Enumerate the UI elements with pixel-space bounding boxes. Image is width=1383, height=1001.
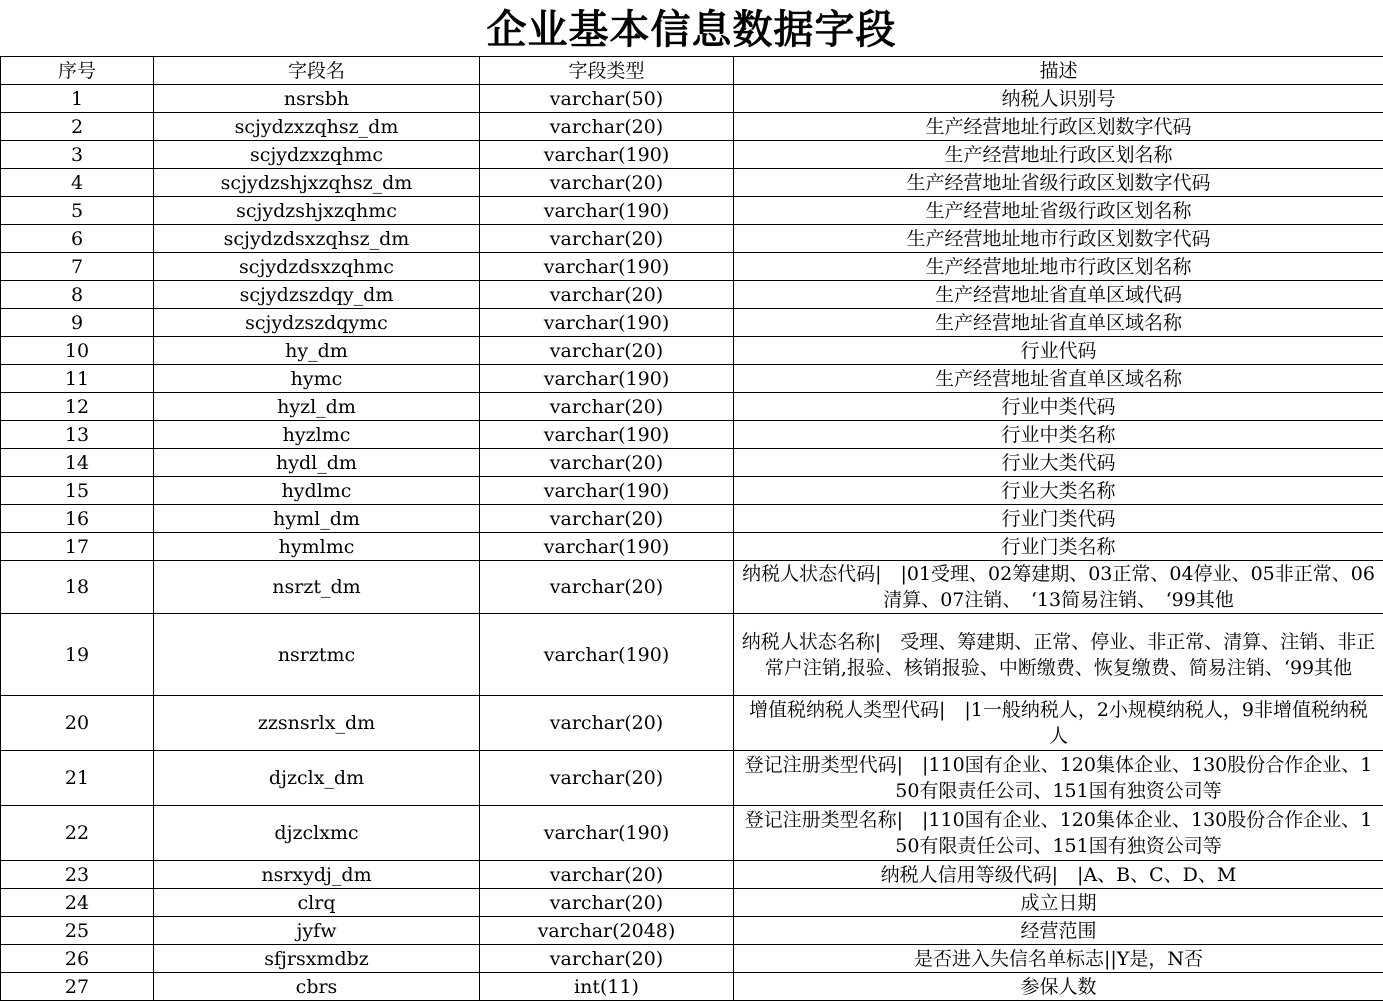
cell-field-name: zzsnsrlx_dm [154,696,480,751]
table-header-row [1,57,1383,85]
cell-field-type: varchar(20) [480,561,734,614]
table-row [1,365,1383,393]
cell-description: 是否进入失信名单标志||Y是，N否 [734,945,1383,973]
cell-field-name: sfjrsxmdbz [154,945,480,973]
cell-field-type: varchar(2048) [480,917,734,945]
cell-field-name: cbrs [154,973,480,1001]
cell-index: 7 [1,253,154,281]
cell-field-type: varchar(190) [480,309,734,337]
cell-field-type: varchar(50) [480,85,734,113]
cell-description: 行业大类名称 [734,477,1383,505]
cell-field-type: varchar(190) [480,806,734,861]
cell-description: 行业代码 [734,337,1383,365]
table-row [1,253,1383,281]
cell-index: 19 [1,614,154,696]
cell-index: 17 [1,533,154,561]
cell-field-name: djzclx_dm [154,751,480,806]
cell-field-name: nsrzt_dm [154,561,480,614]
cell-description: 生产经营地址省直单区域代码 [734,281,1383,309]
cell-field-name: hymlmc [154,533,480,561]
table-row [1,477,1383,505]
table-row [1,225,1383,253]
cell-field-type: varchar(190) [480,533,734,561]
cell-description: 生产经营地址省直单区域名称 [734,365,1383,393]
cell-field-name: hymc [154,365,480,393]
table-row [1,309,1383,337]
cell-index: 2 [1,113,154,141]
cell-field-type: varchar(20) [480,505,734,533]
cell-description: 参保人数 [734,973,1383,1001]
cell-description: 生产经营地址行政区划名称 [734,141,1383,169]
cell-field-type: varchar(20) [480,751,734,806]
table-row [1,393,1383,421]
cell-field-name: hydlmc [154,477,480,505]
table-row [1,861,1383,889]
cell-field-name: scjydzszdqy_dm [154,281,480,309]
cell-field-name: scjydzdsxzqhsz_dm [154,225,480,253]
table-row [1,449,1383,477]
cell-description: 生产经营地址行政区划数字代码 [734,113,1383,141]
cell-field-name: hyzl_dm [154,393,480,421]
table-row [1,806,1383,861]
cell-field-name: hy_dm [154,337,480,365]
cell-description: 增值税纳税人类型代码| |1一般纳税人，2小规模纳税人，9非增值税纳税人 [734,696,1383,751]
table-row [1,113,1383,141]
cell-description: 纳税人状态代码| |01受理、02筹建期、03正常、04停业、05非正常、06清算、07注销、 ‘13简易注销、 ‘99其他 [734,561,1383,614]
table-row [1,281,1383,309]
cell-description: 生产经营地址地市行政区划名称 [734,253,1383,281]
header-field-name: 字段名 [154,57,480,85]
cell-index: 12 [1,393,154,421]
cell-field-type: varchar(190) [480,253,734,281]
cell-index: 14 [1,449,154,477]
cell-index: 6 [1,225,154,253]
cell-field-name: scjydzshjxzqhsz_dm [154,169,480,197]
cell-description: 成立日期 [734,889,1383,917]
table-row [1,141,1383,169]
cell-field-type: varchar(20) [480,393,734,421]
table-row [1,421,1383,449]
cell-description: 行业门类代码 [734,505,1383,533]
cell-field-name: hyzlmc [154,421,480,449]
cell-field-type: varchar(20) [480,696,734,751]
table-row [1,614,1383,696]
cell-field-type: varchar(20) [480,225,734,253]
cell-index: 22 [1,806,154,861]
cell-index: 4 [1,169,154,197]
table-row [1,337,1383,365]
cell-field-name: nsrxydj_dm [154,861,480,889]
cell-index: 24 [1,889,154,917]
table-row [1,917,1383,945]
cell-description: 生产经营地址省级行政区划名称 [734,197,1383,225]
cell-index: 1 [1,85,154,113]
table-row [1,751,1383,806]
table-row [1,696,1383,751]
cell-field-name: djzclxmc [154,806,480,861]
cell-field-type: varchar(190) [480,141,734,169]
cell-description: 生产经营地址地市行政区划数字代码 [734,225,1383,253]
cell-index: 11 [1,365,154,393]
cell-field-type: varchar(190) [480,365,734,393]
cell-description: 纳税人状态名称| 受理、筹建期、正常、停业、非正常、清算、注销、非正常户注销,报验、核销报验、中断缴费、恢复缴费、简易注销、‘99其他 [734,614,1383,696]
cell-field-name: hydl_dm [154,449,480,477]
header-field-type: 字段类型 [480,57,734,85]
cell-field-type: varchar(190) [480,614,734,696]
table-row [1,973,1383,1001]
table-row [1,889,1383,917]
cell-index: 5 [1,197,154,225]
cell-field-name: jyfw [154,917,480,945]
cell-field-type: varchar(20) [480,945,734,973]
cell-field-name: nsrztmc [154,614,480,696]
header-description: 描述 [734,57,1383,85]
table-row [1,197,1383,225]
cell-field-type: varchar(20) [480,337,734,365]
cell-field-name: scjydzszdqymc [154,309,480,337]
cell-index: 3 [1,141,154,169]
cell-index: 10 [1,337,154,365]
cell-field-type: varchar(20) [480,169,734,197]
cell-index: 18 [1,561,154,614]
cell-index: 23 [1,861,154,889]
cell-field-type: varchar(20) [480,889,734,917]
cell-index: 13 [1,421,154,449]
cell-description: 行业中类名称 [734,421,1383,449]
table-row [1,533,1383,561]
table-row [1,169,1383,197]
cell-description: 纳税人信用等级代码| |A、B、C、D、M [734,861,1383,889]
cell-index: 8 [1,281,154,309]
cell-index: 15 [1,477,154,505]
cell-field-name: hyml_dm [154,505,480,533]
cell-description: 行业中类代码 [734,393,1383,421]
cell-index: 25 [1,917,154,945]
table-row [1,85,1383,113]
cell-index: 26 [1,945,154,973]
cell-description: 行业门类名称 [734,533,1383,561]
cell-index: 20 [1,696,154,751]
cell-description: 行业大类代码 [734,449,1383,477]
cell-field-type: varchar(20) [480,861,734,889]
cell-field-type: varchar(190) [480,421,734,449]
cell-description: 生产经营地址省直单区域名称 [734,309,1383,337]
cell-field-name: scjydzshjxzqhmc [154,197,480,225]
cell-field-name: scjydzdsxzqhmc [154,253,480,281]
cell-description: 生产经营地址省级行政区划数字代码 [734,169,1383,197]
cell-field-type: varchar(190) [480,197,734,225]
cell-index: 21 [1,751,154,806]
cell-field-type: varchar(20) [480,449,734,477]
table-row [1,561,1383,614]
cell-field-type: int(11) [480,973,734,1001]
cell-description: 经营范围 [734,917,1383,945]
cell-field-name: clrq [154,889,480,917]
cell-index: 16 [1,505,154,533]
cell-description: 纳税人识别号 [734,85,1383,113]
cell-description: 登记注册类型代码| |110国有企业、120集体企业、130股份合作企业、150有限责任公司、151国有独资公司等 [734,751,1383,806]
cell-field-name: nsrsbh [154,85,480,113]
page-title: 企业基本信息数据字段 [0,0,1383,56]
cell-description: 登记注册类型名称| |110国有企业、120集体企业、130股份合作企业、150有限责任公司、151国有独资公司等 [734,806,1383,861]
field-table [0,56,1383,1001]
cell-index: 27 [1,973,154,1001]
cell-field-type: varchar(20) [480,113,734,141]
cell-field-type: varchar(20) [480,281,734,309]
cell-index: 9 [1,309,154,337]
cell-field-name: scjydzxzqhsz_dm [154,113,480,141]
cell-field-name: scjydzxzqhmc [154,141,480,169]
table-row [1,505,1383,533]
header-index: 序号 [1,57,154,85]
table-row [1,945,1383,973]
cell-field-type: varchar(190) [480,477,734,505]
